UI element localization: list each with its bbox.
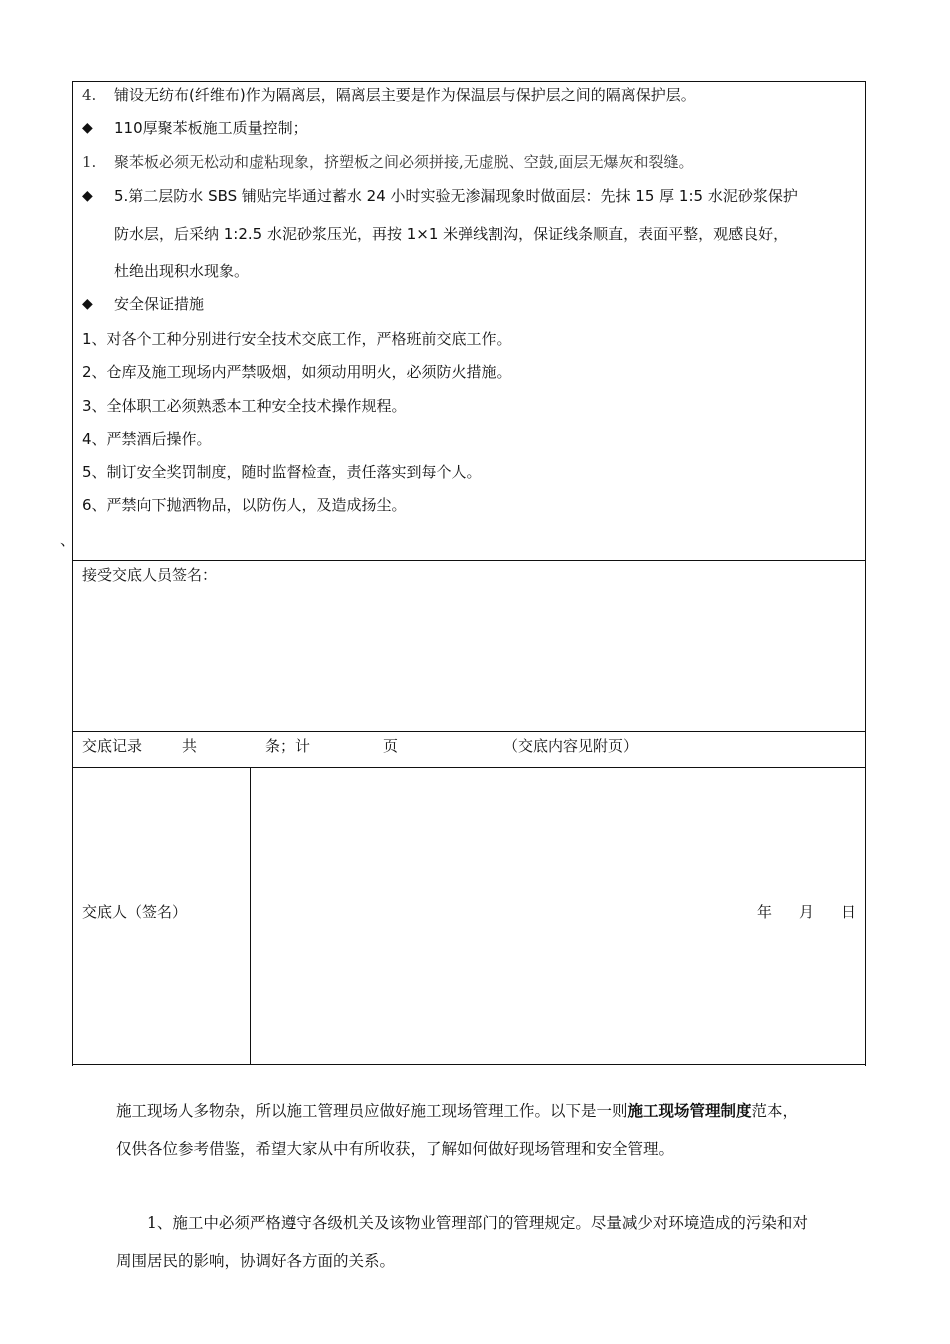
date-month: 月 — [799, 903, 815, 921]
intro-text: 范本， — [751, 1102, 799, 1120]
rule-paragraph-line2: 周围居民的影响，协调好各方面的关系。 — [116, 1252, 396, 1270]
content-line: 防水层，后采纳 1:2.5 水泥砂浆压光，再按 1×1 米弹线割沟，保证线条顺直，表面平整，观感良好， — [114, 225, 789, 243]
record-count-suffix: 条；计 — [265, 737, 311, 755]
date-year: 年 — [757, 903, 773, 921]
content-line: 4、严禁酒后操作。 — [82, 430, 212, 448]
record-count-prefix: 共 — [182, 737, 198, 755]
line-number: 1. — [82, 153, 97, 171]
table-bottom-border — [72, 1064, 866, 1065]
content-line: 5.第二层防水 SBS 铺贴完毕通过蓄水 24 小时实验无渗漏现象时做面层：先抹 15 厚 1:5 水泥砂浆保护 — [114, 187, 798, 205]
record-note: （交底内容见附页） — [503, 737, 639, 755]
table-row-divider — [72, 767, 866, 768]
intro-paragraph-line1 — [116, 1101, 798, 1121]
table-row-divider — [72, 560, 866, 561]
record-label: 交底记录 — [82, 737, 143, 755]
rule-paragraph-line1: 1、施工中必须严格遵守各级机关及该物业管理部门的管理规定。尽量减少对环境造成的污染和对 — [147, 1214, 808, 1232]
table-column-divider — [250, 767, 251, 1065]
record-pages-label: 页 — [383, 737, 399, 755]
diamond-bullet-icon: ◆ — [82, 120, 93, 136]
diamond-bullet-icon: ◆ — [82, 188, 93, 204]
table-row-divider — [72, 731, 866, 732]
content-line: 6、严禁向下抛洒物品，以防伤人，及造成扬尘。 — [82, 496, 407, 514]
line-number: 4. — [82, 86, 97, 104]
signer-label: 交底人（签名） — [82, 903, 188, 921]
stray-mark: 、 — [60, 531, 76, 549]
diamond-bullet-icon: ◆ — [82, 296, 93, 312]
table-right-border — [865, 81, 866, 1066]
table-top-border — [72, 81, 866, 82]
intro-paragraph-line2: 仅供各位参考借鉴，希望大家从中有所收获，了解如何做好现场管理和安全管理。 — [116, 1140, 675, 1158]
date-day: 日 — [841, 903, 857, 921]
table-left-border — [72, 81, 73, 1066]
section-heading: 安全保证措施 — [114, 295, 205, 313]
receiver-signature-label: 接受交底人员签名： — [82, 566, 218, 584]
content-line: 3、全体职工必须熟悉本工种安全技术操作规程。 — [82, 397, 407, 415]
content-line: 杜绝出现积水现象。 — [114, 262, 250, 280]
intro-highlight: 施工现场管理制度 — [627, 1101, 752, 1120]
content-line: 1、对各个工种分别进行安全技术交底工作，严格班前交底工作。 — [82, 330, 512, 348]
content-line: 5、制订安全奖罚制度，随时监督检查，责任落实到每个人。 — [82, 463, 482, 481]
content-line: 2、仓库及施工现场内严禁吸烟，如须动用明火，必须防火措施。 — [82, 363, 512, 381]
content-line: 110厚聚苯板施工质量控制； — [114, 119, 308, 137]
content-line: 聚苯板必须无松动和虚粘现象，挤塑板之间必须拼接,无虚脱、空鼓,面层无爆灰和裂缝。 — [114, 153, 694, 171]
content-line: 铺设无纺布(纤维布)作为隔离层，隔离层主要是作为保温层与保护层之间的隔离保护层。 — [114, 86, 696, 104]
intro-text: 施工现场人多物杂，所以施工管理员应做好施工现场管理工作。以下是一则 — [116, 1102, 628, 1120]
